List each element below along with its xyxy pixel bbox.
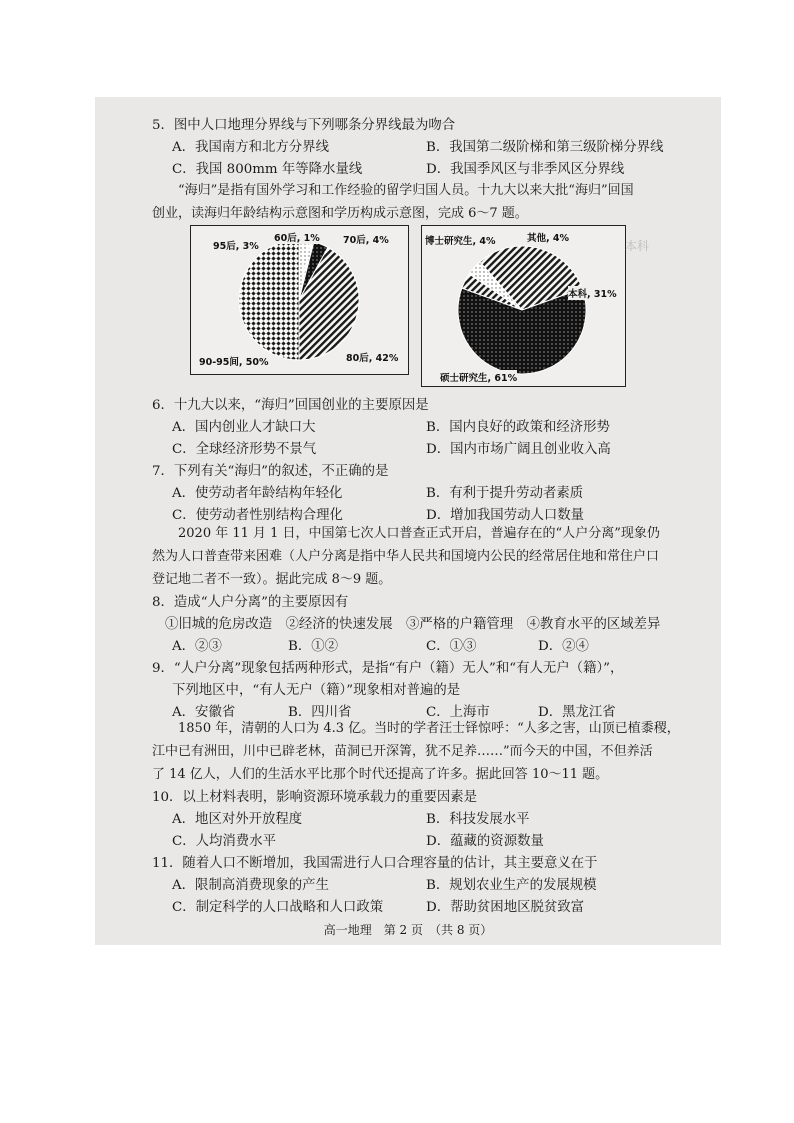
- intro-6-7: “海归”是指有国外学习和工作经验的留学归国人员。十九大以来大批“海归”回国 创业，读海归年龄结构示意图和学历构成示意图，完成 6～7 题。: [152, 183, 634, 221]
- q9-option-c: C．上海市: [426, 705, 490, 720]
- q6-option-c: C．全球经济形势不景气: [172, 442, 317, 457]
- q9-option-a: A．安徽省: [172, 705, 236, 720]
- q10-stem: 10．以上材料表明，影响资源环境承载力的重要因素是: [152, 790, 478, 805]
- q6-option-d: D．国内市场广阔且创业收入高: [426, 442, 611, 457]
- education-chart: [421, 225, 626, 387]
- age-label-95: 95后, 3%: [213, 238, 259, 252]
- edu-pie-svg: [422, 226, 625, 386]
- q8-items: ①旧城的危房改造 ②经济的快速发展 ③严格的户籍管理 ④教育水平的区域差异: [165, 617, 661, 632]
- edu-label-phd: 博士研究生, 4%: [425, 233, 496, 247]
- q11-stem: 11．随着人口不断增加，我国需进行人口合理容量的估计，其主要意义在于: [152, 856, 598, 871]
- age-label-80: 80后, 42%: [346, 350, 398, 364]
- q9-stem-line2: 下列地区中，“有人无户（籍）”现象相对普遍的是: [172, 683, 461, 698]
- age-label-60: 60后, 1%: [274, 230, 320, 244]
- edu-label-bachelor: 本科, 31%: [568, 286, 617, 300]
- q11-option-a: A．限制高消费现象的产生: [172, 878, 329, 893]
- edu-label-master: 硕士研究生, 61%: [440, 370, 517, 384]
- q9-stem: 9．“人户分离”现象包括两种形式，是指“有户（籍）无人”和“有人无户（籍）”，: [152, 661, 624, 676]
- q9-option-b: B．四川省: [288, 705, 352, 720]
- bleed-through-text: 本科: [625, 239, 650, 253]
- q11-option-c: C．制定科学的人口战略和人口政策: [172, 900, 384, 915]
- q8-option-b: B．①②: [288, 639, 339, 654]
- q9-option-d: D．黑龙江省: [538, 705, 616, 720]
- q5-option-d: D．我国季风区与非季风区分界线: [426, 162, 625, 177]
- q6-option-b: B．国内良好的政策和经济形势: [426, 420, 610, 435]
- q5-option-a: A．我国南方和北方分界线: [172, 140, 329, 155]
- q7-option-a: A．使劳动者年龄结构年轻化: [172, 486, 343, 501]
- q5-option-b: B．我国第二级阶梯和第三级阶梯分界线: [426, 140, 664, 155]
- q10-option-a: A．地区对外开放程度: [172, 812, 303, 827]
- q8-option-d: D．②④: [538, 639, 589, 654]
- exam-page: [95, 97, 721, 945]
- q7-option-d: D．增加我国劳动人口数量: [426, 508, 585, 523]
- q7-option-c: C．使劳动者性别结构合理化: [172, 508, 343, 523]
- age-label-70: 70后, 4%: [343, 232, 389, 246]
- age-label-90-95: 90-95间, 50%: [199, 354, 269, 368]
- q8-option-a: A．②③: [172, 639, 222, 654]
- q5-stem: 5．图中人口地理分界线与下列哪条分界线最为吻合: [152, 118, 456, 133]
- q7-option-b: B．有利于提升劳动者素质: [426, 486, 584, 501]
- intro-8-9: 2020 年 11 月 1 日，中国第七次人口普查正式开启，普遍存在的“人户分离”现象仍 然为人口普查带来困难（人户分离是指中华人民共和国境内公民的经常居住地和常住户口 登记地二者不一致）。据此完成 8～9 题。: [152, 526, 660, 587]
- q5-option-c: C．我国 800mm 年等降水量线: [172, 162, 363, 177]
- edu-label-other: 其他, 4%: [527, 230, 569, 244]
- q10-option-d: D．蕴藏的资源数量: [426, 834, 544, 849]
- pie-slice-90-95: [239, 240, 299, 360]
- q8-option-c: C．①③: [426, 639, 477, 654]
- q8-stem: 8．造成“人户分离”的主要原因有: [152, 595, 349, 610]
- q6-option-a: A．国内创业人才缺口大: [172, 420, 316, 435]
- q7-stem: 7．下列有关“海归”的叙述，不正确的是: [152, 464, 389, 479]
- q6-stem: 6．十九大以来，“海归”回国创业的主要原因是: [152, 398, 429, 413]
- intro-10-11: 1850 年，清朝的人口为 4.3 亿。当时的学者汪士铎惊呼：“人多之害，山顶已植黍稷， 江中已有洲田，川中已辟老林，苗洞已开深箐，犹不足养……”而今天的中国，不但养活 了 14 亿人，人们的生活水平比那个时代还提高了许多。据此回答 10～11 题。: [152, 721, 680, 782]
- q11-option-d: D．帮助贫困地区脱贫致富: [426, 900, 585, 915]
- q10-option-c: C．人均消费水平: [172, 834, 276, 849]
- page-footer: 高一地理 第 2 页 （共 8 页）: [323, 923, 493, 937]
- q10-option-b: B．科技发展水平: [426, 812, 530, 827]
- q11-option-b: B．规划农业生产的发展规模: [426, 878, 597, 893]
- age-structure-chart: [190, 225, 409, 375]
